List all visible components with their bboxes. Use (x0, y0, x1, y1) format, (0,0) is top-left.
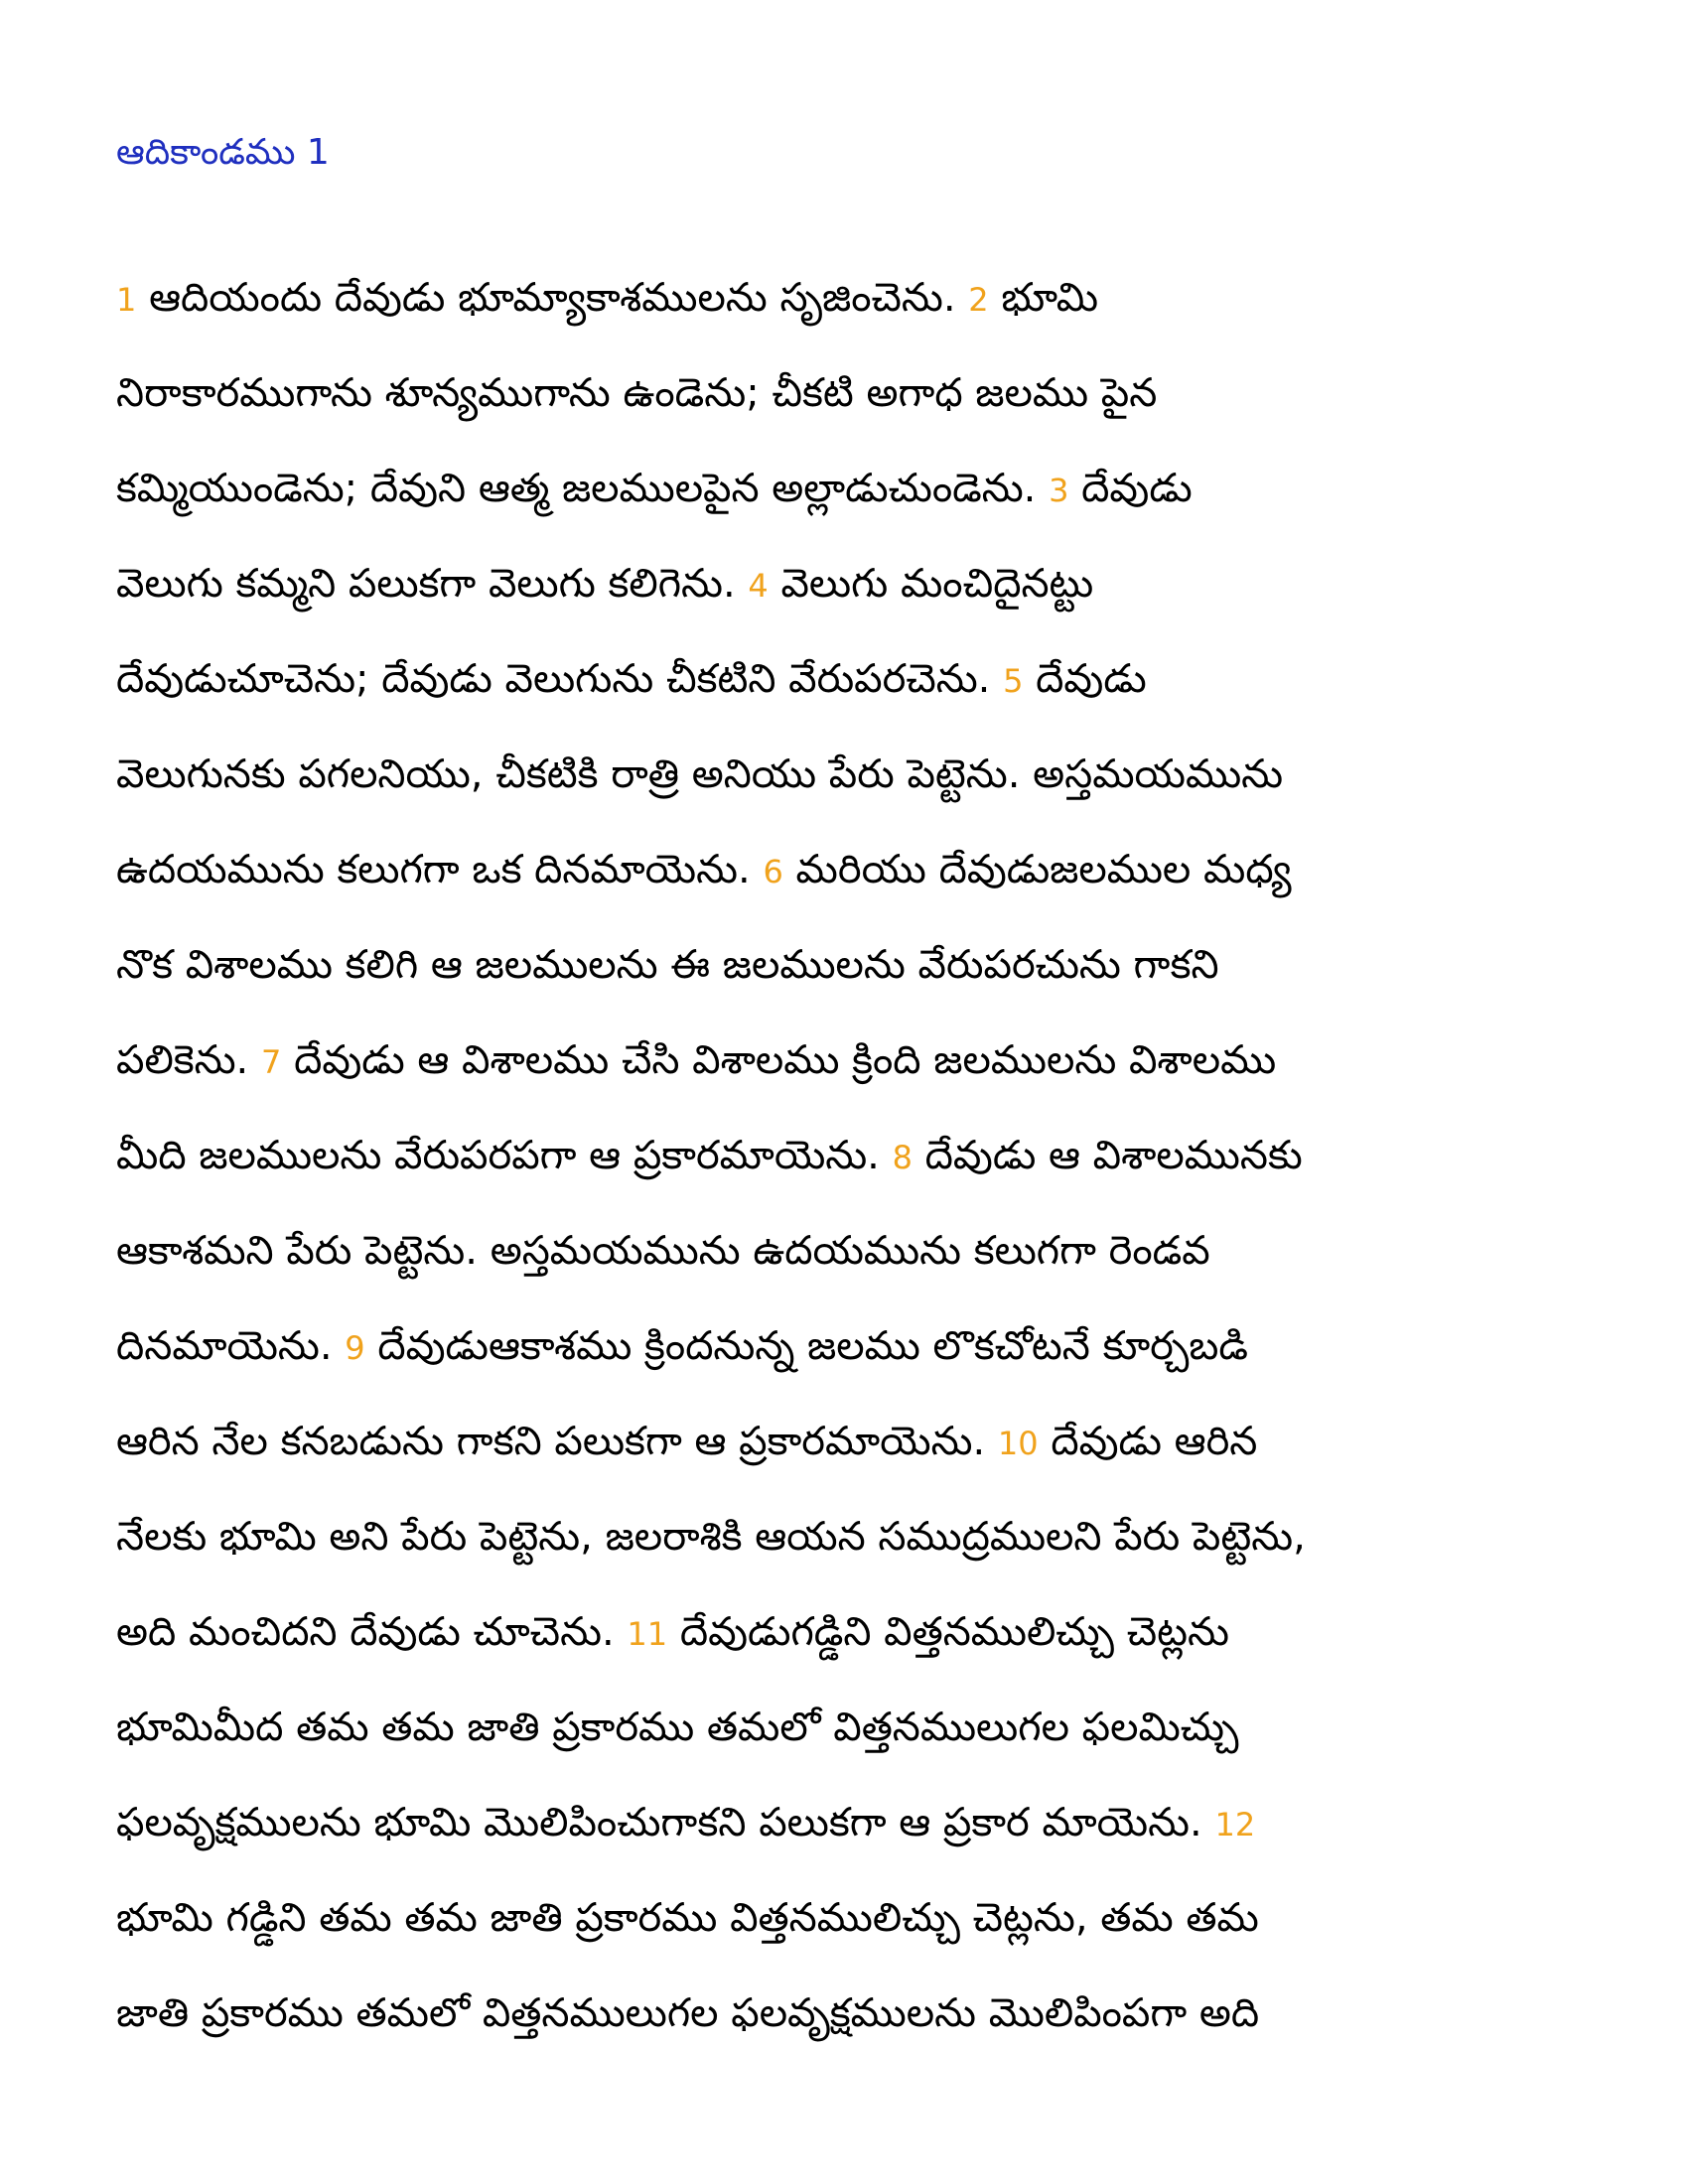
verse-text: దేవుడుఆకాశము క్రిందనున్న జలము లొకచోటనే కూర్చబడి (364, 1323, 1248, 1369)
verse-number: 9 (345, 1329, 365, 1367)
verse-text: దేవుడు ఆరిన (1038, 1419, 1258, 1464)
text-line (116, 1788, 1606, 1883)
text-line (116, 930, 1606, 1025)
text-line (116, 740, 1606, 835)
verse-text: దినమాయెను. (116, 1323, 346, 1369)
verse-number: 8 (892, 1139, 913, 1176)
text-line (116, 1693, 1606, 1788)
chapter-text (116, 263, 1606, 2074)
verse-text: ఉదయమును కలుగగా ఒక దినమాయెను. (116, 847, 764, 892)
verse-text: దేవుడు (1023, 656, 1147, 702)
text-line (116, 549, 1606, 644)
verse-text: దేవుడుగడ్డిని విత్తనములిచ్చు చెట్లను (667, 1609, 1229, 1655)
verse-number: 1 (116, 281, 137, 319)
verse-text: జాతి ప్రకారము తమలో విత్తనములుగల ఫలవృక్షములను మొలిపింపగా అది (116, 1990, 1260, 2036)
verse-number: 6 (763, 853, 783, 890)
verse-number: 11 (627, 1615, 668, 1653)
verse-number: 3 (1049, 472, 1069, 509)
verse-text: దేవుడు (1068, 466, 1193, 511)
text-line (116, 644, 1606, 740)
verse-text: ఆకాశమని పేరు పెట్టెను. అస్తమయమును ఉదయమును కలుగగా రెండవ (116, 1228, 1210, 1274)
verse-text: వెలుగు కమ్మని పలుకగా వెలుగు కలిగెను. (116, 561, 749, 607)
verse-text: దేవుడుచూచెను; దేవుడు వెలుగును చీకటిని వేరుపరచెను. (116, 656, 1004, 702)
text-line (116, 1407, 1606, 1502)
verse-text: నిరాకారముగాను శూన్యముగాను ఉండెను; చీకటి అగాధ జలము పైన (116, 370, 1158, 416)
verse-text: ఆదియందు దేవుడు భూమ్యాకాశములను సృజించెను. (136, 275, 969, 321)
verse-text: దేవుడు ఆ విశాలము చేసి విశాలము క్రింది జలములను విశాలము (281, 1037, 1277, 1083)
verse-number: 12 (1214, 1806, 1256, 1843)
verse-text: నొక విశాలము కలిగి ఆ జలములను ఈ జలములను వేరుపరచును గాకని (116, 942, 1219, 988)
verse-text: వెలుగు మంచిదైనట్టు (768, 561, 1094, 607)
verse-text: ఆరిన నేల కనబడును గాకని పలుకగా ఆ ప్రకారమాయెను. (116, 1419, 998, 1464)
verse-text: కమ్మియుండెను; దేవుని ఆత్మ జలములపైన అల్లాడుచుండెను. (116, 466, 1050, 511)
verse-number: 7 (261, 1043, 282, 1081)
verse-text: భూమి గడ్డిని తమ తమ జాతి ప్రకారము విత్తనములిచ్చు చెట్లను, తమ తమ (116, 1895, 1259, 1941)
text-line (116, 1597, 1606, 1693)
verse-number: 4 (748, 567, 769, 605)
verse-text: నేలకు భూమి అని పేరు పెట్టెను, జలరాశికి ఆయన సముద్రములని పేరు పెట్టెను, (116, 1514, 1306, 1560)
verse-text: మరియు దేవుడుజలముల మధ్య (782, 847, 1292, 892)
text-line (116, 1883, 1606, 1979)
verse-text: వెలుగునకు పగలనియు, చీకటికి రాత్రి అనియు పేరు పెట్టెను. అస్తమయమును (116, 751, 1284, 797)
text-line (116, 263, 1606, 358)
verse-text: భూమిమీద తమ తమ జాతి ప్రకారము తమలో విత్తనములుగల ఫలమిచ్చు (116, 1705, 1239, 1750)
chapter-title: ఆదికాండము 1 (116, 132, 330, 173)
text-line (116, 1311, 1606, 1407)
verse-number: 10 (997, 1425, 1039, 1462)
verse-text: భూమి (988, 275, 1099, 321)
text-line (116, 835, 1606, 930)
verse-text: పలికెను. (116, 1037, 261, 1083)
text-line (116, 1216, 1606, 1311)
text-line (116, 1121, 1606, 1216)
text-line (116, 1025, 1606, 1121)
verse-text: దేవుడు ఆ విశాలమునకు (912, 1133, 1303, 1178)
verse-number: 2 (968, 281, 989, 319)
verse-text: అది మంచిదని దేవుడు చూచెను. (116, 1609, 628, 1655)
verse-text: ఫలవృక్షములను భూమి మొలిపించుగాకని పలుకగా ఆ ప్రకార మాయెను. (116, 1800, 1215, 1845)
text-line (116, 1502, 1606, 1597)
text-line (116, 1979, 1606, 2074)
text-line (116, 454, 1606, 549)
text-line (116, 358, 1606, 454)
verse-number: 5 (1003, 662, 1024, 700)
verse-text: మీది జలములను వేరుపరపగా ఆ ప్రకారమాయెను. (116, 1133, 893, 1178)
